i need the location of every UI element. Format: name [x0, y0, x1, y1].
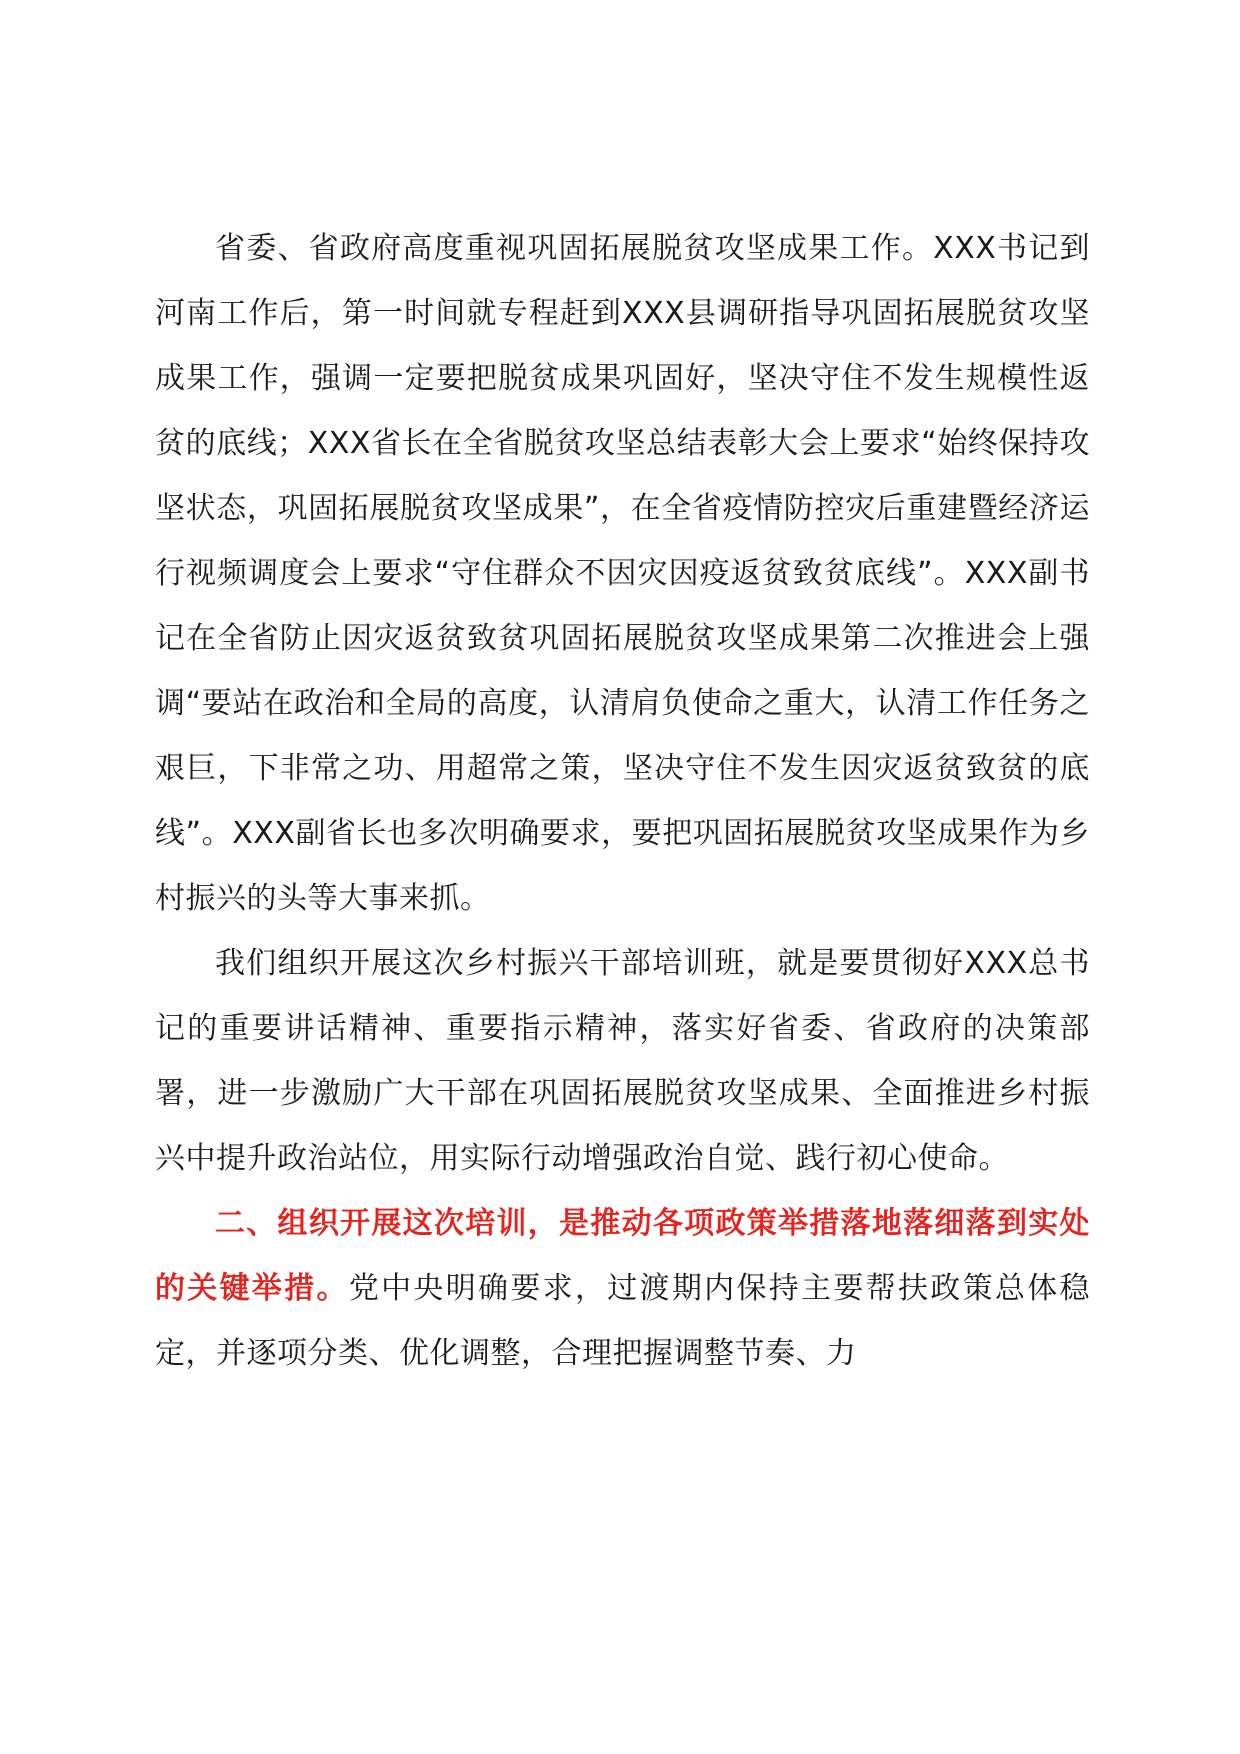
- paragraph-2-text: 我们组织开展这次乡村振兴干部培训班，就是要贯彻好XXX总书记的重要讲话精神、重要指示精神，落实好省委、省政府的决策部署，进一步激励广大干部在巩固拓展脱贫攻坚成果、全面推进乡村振兴中提升政治站位，用实际行动增强政治自觉、践行初心使命。: [155, 946, 1090, 1176]
- section-heading-2: 二、组织开展这次培训，是推动各项政策举措落地落细落到实处的关键举措。: [155, 1206, 1090, 1306]
- paragraph-3-text: 党中央明确要求，过渡期内保持主要帮扶政策总体稳定，并逐项分类、优化调整，合理把握调整节奏、力: [155, 1271, 1091, 1371]
- paragraph-2: [155, 931, 1090, 1191]
- paragraph-1: [155, 216, 1090, 931]
- document-body: [155, 216, 1090, 1386]
- paragraph-3: [155, 1191, 1090, 1386]
- paragraph-1-text: 省委、省政府高度重视巩固拓展脱贫攻坚成果工作。XXX书记到河南工作后，第一时间就专程赶到XXX县调研指导巩固拓展脱贫攻坚成果工作，强调一定要把脱贫成果巩固好，坚决守住不发生规模性返贫的底线；XXX省长在全省脱贫攻坚总结表彰大会上要求“始终保持攻坚状态，巩固拓展脱贫攻坚成果”，在全省疫情防控灾后重建暨经济运行视频调度会上要求“守住群众不因灾因疫返贫致贫底线”。XXX副书记在全省防止因灾返贫致贫巩固拓展脱贫攻坚成果第二次推进会上强调“要站在政治和全局的高度，认清肩负使命之重大，认清工作任务之艰巨，下非常之功、用超常之策，坚决守住不发生因灾返贫致贫的底线”。XXX副省长也多次明确要求，要把巩固拓展脱贫攻坚成果作为乡村振兴的头等大事来抓。: [155, 231, 1090, 916]
